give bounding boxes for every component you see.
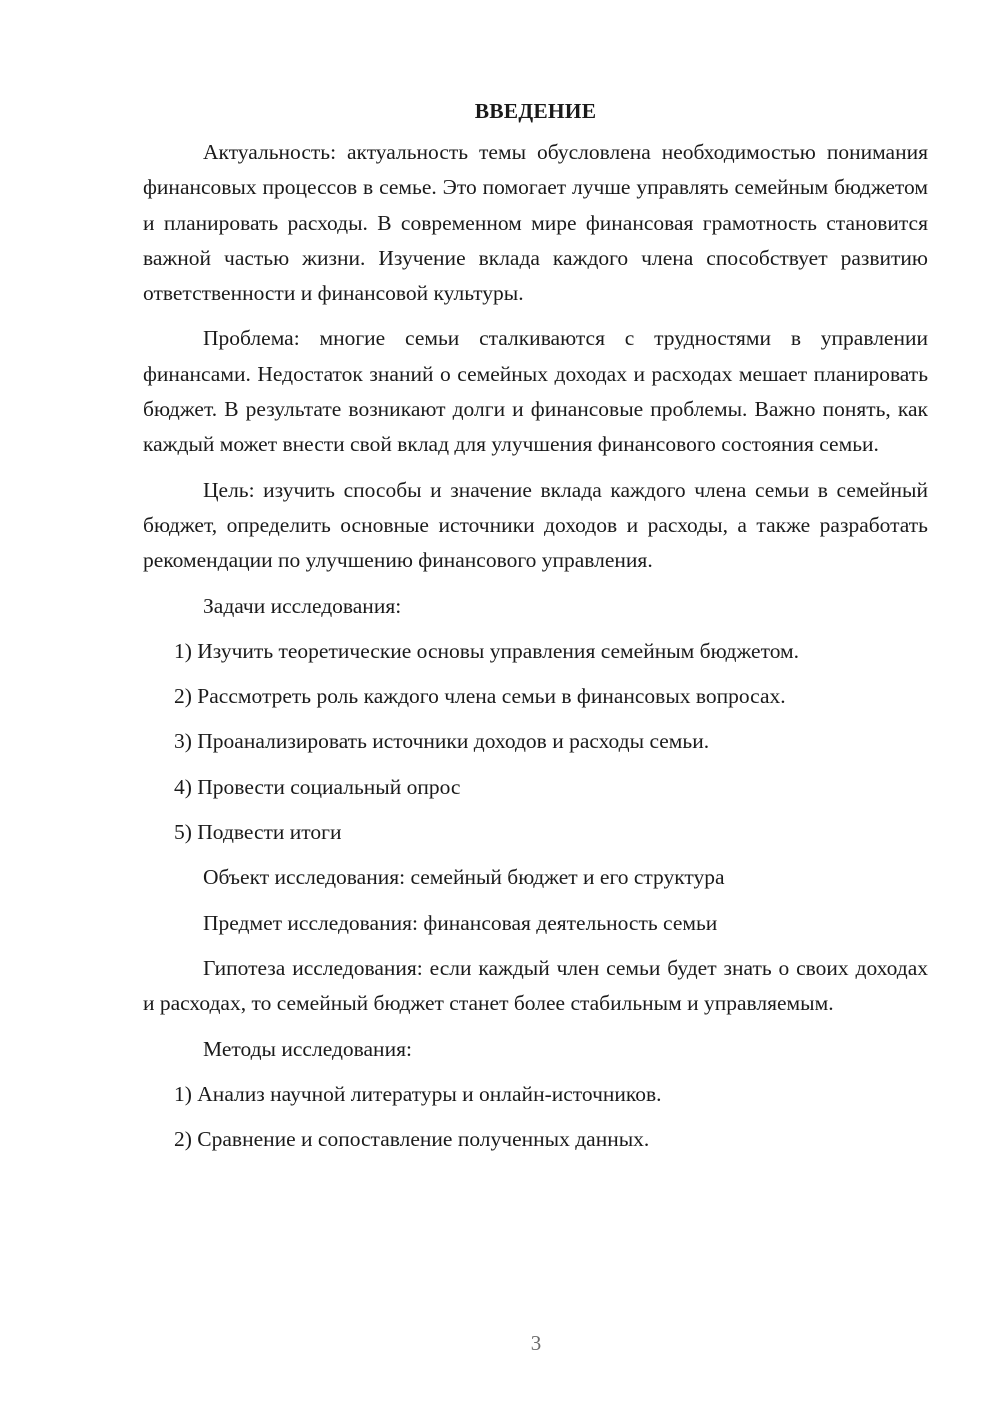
- relevance-paragraph: Актуальность: актуальность темы обусловлена необходимостью понимания финансовых процессов в семье. Это помогает лучше управлять семейным бюджетом и планировать расходы. В современном мире финансовая грамотность становится важной частью жизни. Изучение вклада каждого члена способствует развитию ответственности и финансовой культуры.: [143, 140, 928, 306]
- goal-paragraph: Цель: изучить способы и значение вклада каждого члена семьи в семейный бюджет, определить основные источники доходов и расходы, а также разработать рекомендации по улучшению финансового управления.: [143, 477, 928, 573]
- page-number: 3: [530, 1331, 542, 1355]
- list-item: 2) Рассмотреть роль каждого члена семьи в финансовых вопросах.: [174, 684, 786, 709]
- tasks-title: Задачи исследования:: [203, 593, 402, 618]
- hypothesis-paragraph: Гипотеза исследования: если каждый член семьи будет знать о своих доходах и расходах, то семейный бюджет станет более стабильным и управляемым.: [143, 955, 928, 1016]
- object-line: Объект исследования: семейный бюджет и его структура: [203, 865, 725, 890]
- list-item: 1) Анализ научной литературы и онлайн-источников.: [174, 1081, 662, 1106]
- page-content: [143, 94, 928, 1167]
- list-item: 5) Подвести итоги: [174, 820, 342, 845]
- tasks-list: [143, 634, 928, 850]
- list-item: 3) Проанализировать источники доходов и расходы семьи.: [174, 729, 710, 754]
- list-item: 1) Изучить теоретические основы управления семейным бюджетом.: [174, 638, 800, 663]
- methods-list: [143, 1077, 928, 1158]
- section-heading: ВВЕДЕНИЕ: [474, 99, 597, 123]
- subject-line: Предмет исследования: финансовая деятельность семьи: [203, 910, 718, 935]
- list-item: 2) Сравнение и сопоставление полученных данных.: [174, 1127, 650, 1152]
- list-item: 4) Провести социальный опрос: [174, 774, 461, 799]
- problem-paragraph: Проблема: многие семьи сталкиваются с трудностями в управлении финансами. Недостаток знаний о семейных доходах и расходах мешает планировать бюджет. В результате возникают долги и финансовые проблемы. Важно понять, как каждый может внести свой вклад для улучшения финансового состояния семьи.: [143, 326, 928, 457]
- methods-title: Методы исследования:: [203, 1036, 412, 1061]
